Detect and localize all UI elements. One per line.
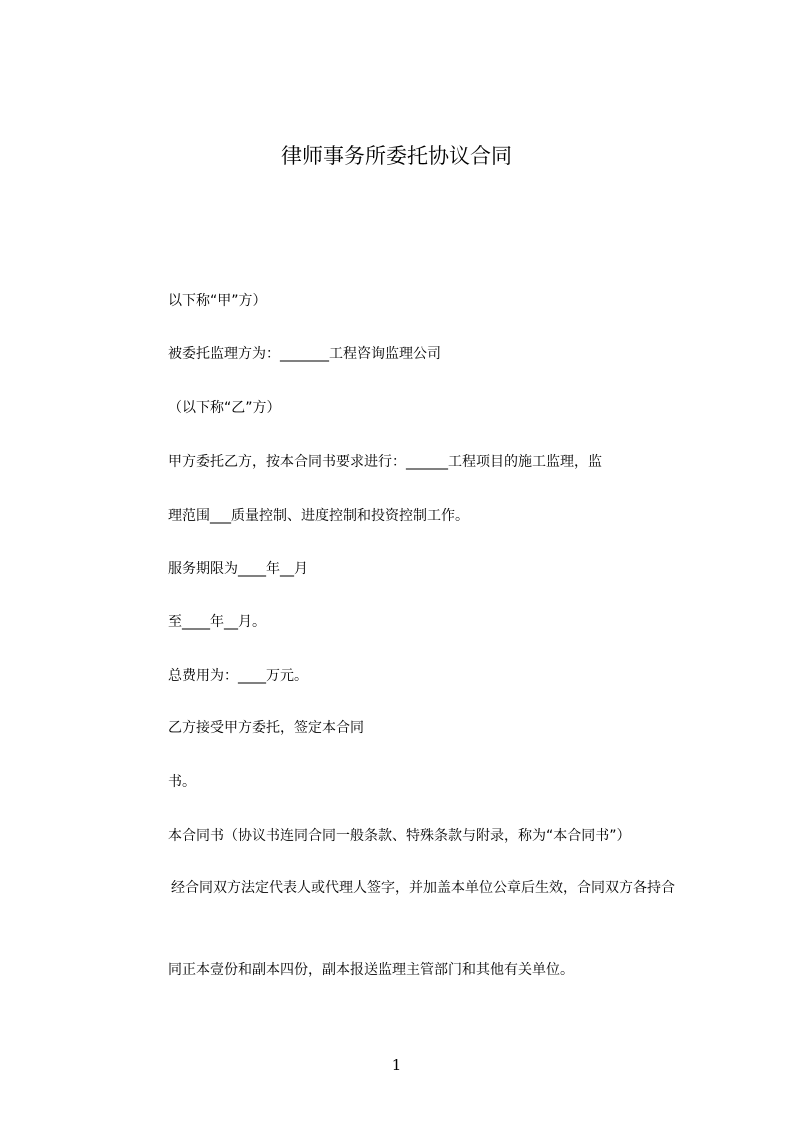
paragraph-line: 甲方委托乙方，按本合同书要求进行：______工程项目的施工监理，监 bbox=[168, 454, 602, 470]
paragraph-line: 被委托监理方为：_______工程咨询监理公司 bbox=[168, 346, 441, 362]
paragraph-line: 以下称“甲”方） bbox=[168, 293, 267, 309]
document-title: 律师事务所委托协议合同 bbox=[281, 144, 512, 168]
paragraph-line: 总费用为：____万元。 bbox=[168, 668, 308, 684]
paragraph-line: 理范围___质量控制、进度控制和投资控制工作。 bbox=[168, 508, 469, 524]
paragraph-line: （以下称“乙”方） bbox=[168, 400, 281, 416]
paragraph-line: 服务期限为____年__月 bbox=[168, 561, 308, 577]
paragraph-wrapped: 经合同双方法定代表人或代理人签字，并加盖本单位公章后生效，合同双方各持合 bbox=[171, 880, 675, 896]
page-number: 1 bbox=[391, 1056, 402, 1074]
paragraph-line: 至____年__月。 bbox=[168, 614, 266, 630]
paragraph-line: 书。 bbox=[168, 774, 196, 790]
paragraph-line: 同正本壹份和副本四份，副本报送监理主管部门和其他有关单位。 bbox=[168, 962, 574, 978]
paragraph-line: 乙方接受甲方委托，签定本合同 bbox=[168, 720, 364, 736]
paragraph-line: 本合同书（协议书连同合同一般条款、特殊条款与附录，称为“本合同书”） bbox=[168, 828, 631, 844]
